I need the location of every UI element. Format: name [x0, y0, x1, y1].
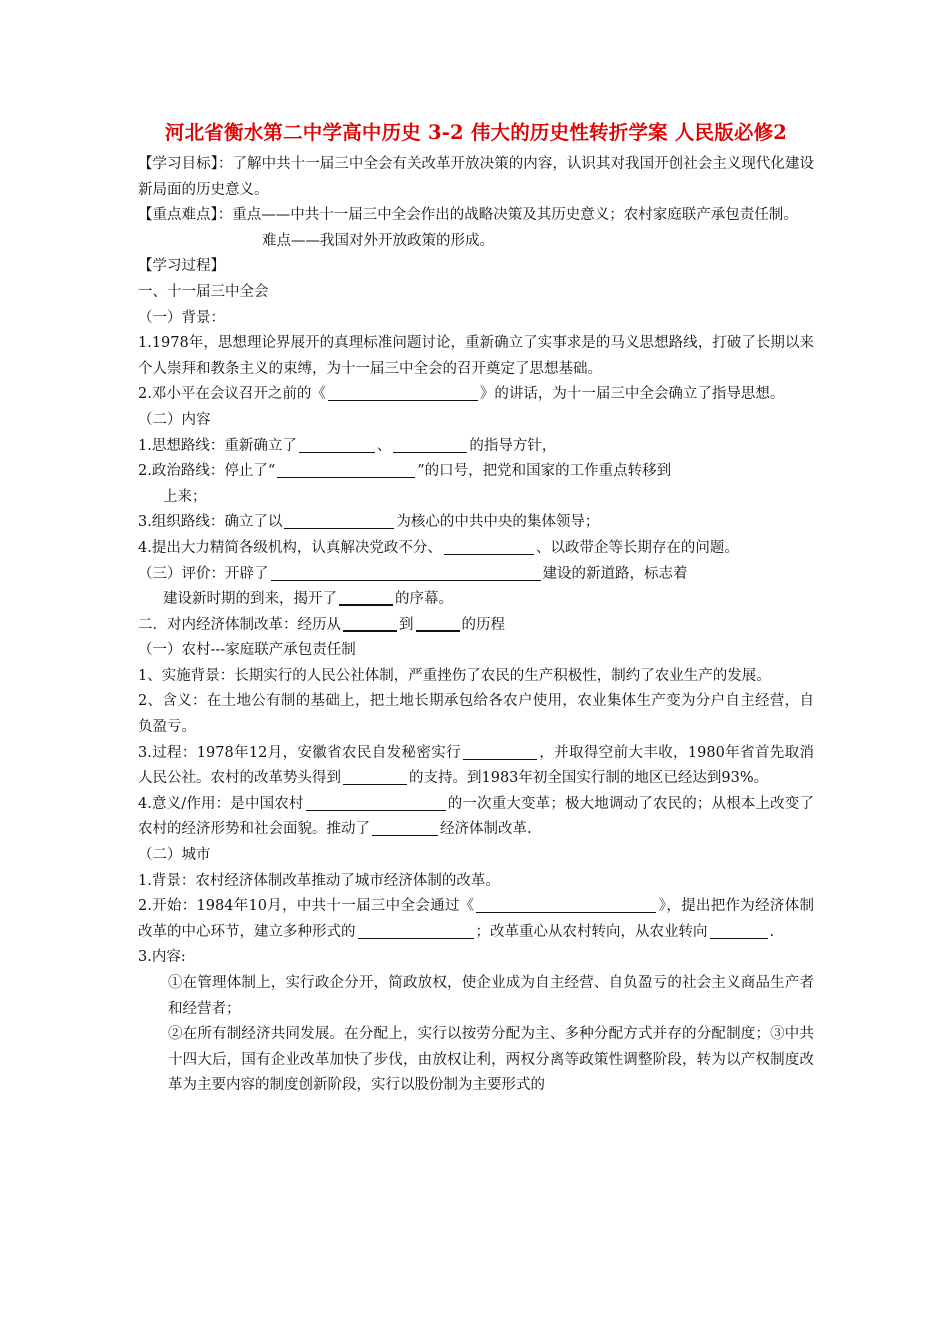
fill-blank[interactable] [710, 922, 768, 939]
document-title: 河北省衡水第二中学高中历史 3-2 伟大的历史性转折学案 人民版必修2 [164, 121, 788, 144]
content-item-2: 2.政治路线：停止了“ ”的口号，把党和国家的工作重点转移到 上来； [138, 463, 672, 505]
process-heading: 【学习过程】 [138, 258, 225, 275]
urban-content-1: ①在管理体制上，实行政企分开，简政放权，使企业成为自主经营、自负盈亏的社会主义商品生产者和经营者； [168, 975, 814, 1017]
fill-blank[interactable] [358, 922, 474, 939]
fill-blank[interactable] [416, 614, 460, 632]
section-2-rural-heading: （一）农村---家庭联产承包责任制 [138, 642, 356, 659]
urban-item-1: 1.背景：农村经济体制改革推动了城市经济体制的改革。 [138, 872, 500, 889]
fill-blank[interactable] [463, 743, 537, 760]
fill-blank[interactable] [393, 436, 467, 453]
fill-blank[interactable] [343, 614, 397, 632]
rural-item-1: 1、实施背景：长期实行的人民公社体制，严重挫伤了农民的生产积极性，制约了农业生产的发展。 [138, 667, 771, 684]
difficulty: 难点——我国对外开放政策的形成。 [262, 232, 494, 249]
fill-blank[interactable] [271, 564, 541, 581]
background-item-2: 2.邓小平在会议召开之前的《 》的讲话，为十一届三中全会确立了指导思想。 [138, 386, 785, 403]
fill-blank[interactable] [372, 819, 438, 836]
content-item-4: 4.提出大力精简各级机构，认真解决党政不分、 、以政带企等长期存在的问题。 [138, 539, 739, 556]
rural-item-4: 4.意义/作用：是中国农村 的一次重大变革；极大地调动了农民的；从根本上改变了农村的经济形势和社会面貌。推动了 经济体制改革. [138, 795, 814, 838]
document-page [138, 120, 814, 1099]
fill-blank[interactable] [306, 794, 446, 811]
fill-blank[interactable] [444, 538, 534, 555]
fill-blank[interactable] [343, 768, 407, 785]
content-item-3: 3.组织路线：确立了以 为核心的中共中央的集体领导； [138, 514, 600, 531]
learning-goal: 【学习目标】：了解中共十一届三中全会有关改革开放决策的内容，认识其对我国开创社会主义现代化建设新局面的历史意义。 [138, 156, 814, 198]
section-1-content-heading: （二）内容 [138, 411, 211, 428]
key-points: 【重点难点】：重点——中共十一届三中全会作出的战略决策及其历史意义；农村家庭联产承包责任制。 [138, 207, 798, 224]
content-item-1: 1.思想路线：重新确立了 、 的指导方针， [138, 437, 557, 454]
urban-item-3: 3.内容: [138, 949, 186, 966]
urban-item-2: 2.开始：1984年10月，中共十一届三中全会通过《 》，提出把作为经济体制改革的中心环节，建立多种形式的 ；改革重心从农村转向，从农业转向 . [138, 898, 815, 940]
section-1-heading: 一、十一届三中全会 [138, 283, 269, 300]
fill-blank[interactable] [299, 436, 375, 453]
section-1-background-heading: （一）背景： [138, 309, 225, 326]
fill-blank[interactable] [476, 896, 656, 913]
fill-blank[interactable] [339, 588, 393, 606]
fill-blank[interactable] [284, 512, 394, 529]
evaluation: （三）评价：开辟了 建设的新道路，标志着 建设新时期的到来，揭开了 的序幕。 [138, 565, 688, 608]
section-2-heading: 二．对内经济体制改革：经历从 到 的历程 [138, 613, 814, 639]
background-item-1: 1.1978年，思想理论界展开的真理标准问题讨论，重新确立了实事求是的马义思想路线，打破了长期以来个人崇拜和教条主义的束缚，为十一届三中全会的召开奠定了思想基础。 [138, 335, 814, 377]
rural-item-2: 2、含义：在土地公有制的基础上，把土地长期承包给各农户使用，农业集体生产变为分户自主经营，自负盈亏。 [138, 693, 814, 736]
urban-content-2: ②在所有制经济共同发展。在分配上，实行以按劳分配为主、多种分配方式并存的分配制度；③中共十四大后，国有企业改革加快了步伐，由放权让利，两权分离等政策性调整阶段，转为以产权制度改革为主要内容的制度创新阶段，实行以股份制为主要形式的 [168, 1026, 814, 1094]
fill-blank[interactable] [277, 461, 415, 478]
fill-blank[interactable] [328, 384, 478, 401]
rural-item-3: 3.过程：1978年12月，安徽省农民自发秘密实行 ，并取得空前大丰收，1980年省首先取消人民公社。农村的改革势头得到 的支持。到1983年初全国实行制的地区已经达到93%。 [138, 744, 814, 787]
section-2-urban-heading: （二）城市 [138, 847, 211, 864]
